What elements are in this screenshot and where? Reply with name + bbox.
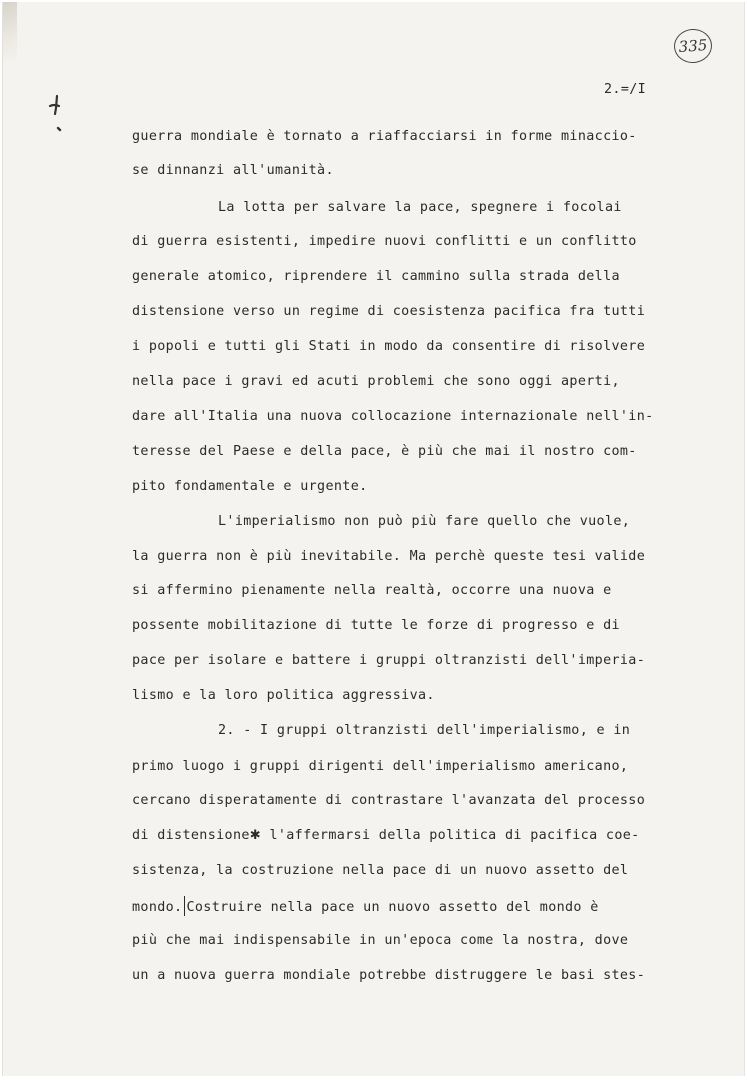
text-line: L'imperialismo non può più fare quello che vuole, bbox=[218, 514, 631, 529]
text-line: lismo e la loro politica aggressiva. bbox=[132, 688, 435, 703]
text-line: la guerra non è più inevitabile. Ma perchè queste tesi valide bbox=[132, 549, 646, 564]
text-line: pace per isolare e battere i gruppi oltranzisti dell'imperia- bbox=[132, 653, 646, 668]
text-fragment: mondo. bbox=[132, 900, 183, 915]
text-fragment: di distensione bbox=[132, 828, 250, 843]
text-line: La lotta per salvare la pace, spegnere i focolai bbox=[218, 200, 622, 215]
text-line bbox=[132, 896, 599, 916]
document-page bbox=[2, 2, 745, 1076]
text-fragment: l'affermarsi della politica di pacifica coe- bbox=[261, 828, 640, 843]
text-line: guerra mondiale è tornato a riaffacciarsi in forme minaccio- bbox=[132, 129, 637, 144]
page-reference: 2.=/I bbox=[604, 82, 647, 97]
text-line: nella pace i gravi ed acuti problemi che sono oggi aperti, bbox=[132, 374, 620, 389]
text-line bbox=[132, 826, 640, 846]
text-line: 2. - I gruppi oltranzisti dell'imperialismo, e in bbox=[218, 723, 631, 738]
text-line: più che mai indispensabile in un'epoca come la nostra, dove bbox=[132, 933, 629, 948]
text-line: i popoli e tutti gli Stati in modo da consentire di risolvere bbox=[132, 339, 646, 354]
text-line: sistenza, la costruzione nella pace di un nuovo assetto del bbox=[132, 863, 629, 878]
text-line: se dinnanzi all'umanità. bbox=[132, 163, 334, 178]
stamp-number: 335 bbox=[678, 36, 708, 56]
text-line: di guerra esistenti, impedire nuovi conflitti e un conflitto bbox=[132, 234, 637, 249]
handwritten-margin-mark bbox=[44, 94, 64, 134]
text-line: si affermino pienamente nella realtà, occorre una nuova e bbox=[132, 583, 612, 598]
text-line: possente mobilitazione di tutte le forze di progresso e di bbox=[132, 618, 620, 633]
text-fragment: Costruire nella pace un nuovo assetto del mondo è bbox=[186, 900, 599, 915]
text-line: distensione verso un regime di coesistenza pacifica fra tutti bbox=[132, 304, 646, 319]
text-line: dare all'Italia una nuova collocazione internazionale nell'in- bbox=[132, 409, 654, 424]
text-line: teresse del Paese e della pace, è più che mai il nostro com- bbox=[132, 444, 637, 459]
text-line: cercano disperatamente di contrastare l'avanzata del processo bbox=[132, 793, 646, 808]
text-line: un a nuova guerra mondiale potrebbe distruggere le basi stes- bbox=[132, 968, 646, 983]
archive-page-number-stamp bbox=[673, 28, 713, 65]
text-line: pito fondamentale e urgente. bbox=[132, 479, 368, 494]
text-line: primo luogo i gruppi dirigenti dell'imperialismo americano, bbox=[132, 759, 629, 774]
text-line: generale atomico, riprendere il cammino sulla strada della bbox=[132, 269, 620, 284]
handwritten-insertion-mark: ✱ bbox=[249, 828, 262, 843]
